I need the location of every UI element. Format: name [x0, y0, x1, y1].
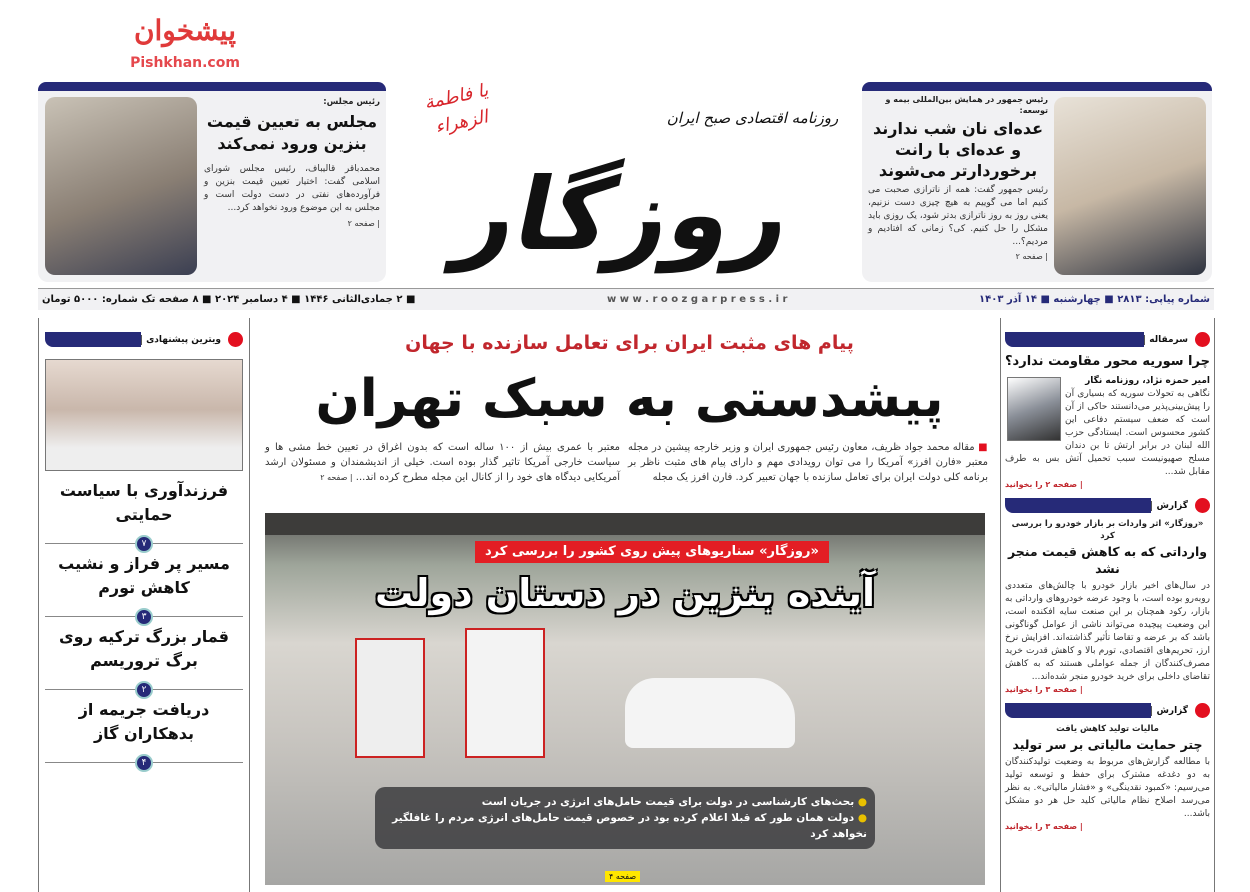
page-ref[interactable]: صفحه ۴ — [605, 871, 640, 882]
bullet-text: دولت همان طور که قبلا اعلام کرده بود در خصوص قیمت حامل‌های انرژی مردم را غافلگیر نخواهد کرد — [392, 812, 867, 840]
fuel-station-photo[interactable] — [265, 513, 985, 885]
headline: عده‌ای نان شب ندارند و عده‌ای با رانت برخوردارتر می‌شوند — [872, 119, 1043, 180]
qalibaf-photo — [45, 97, 197, 275]
photo-bullets — [375, 787, 875, 849]
pump — [465, 628, 545, 758]
section-label: ویترین پیشنهادی — [141, 335, 225, 345]
section-dot-icon — [1195, 332, 1210, 347]
showcase-item[interactable] — [45, 698, 243, 768]
tagline: روزنامه اقتصادی صبح ایران — [666, 109, 839, 127]
main-body-right — [628, 440, 988, 485]
top-left-story[interactable] — [38, 82, 386, 282]
website-url[interactable]: w w w . r o o z g a r p r e s s . i r — [607, 294, 788, 305]
page-badge: ۷ — [135, 535, 153, 553]
author-photo — [1007, 377, 1061, 441]
body: رئیس جمهور گفت: همه از ناترازی صحبت می کنیم اما می گوییم به هیچ چیزی دست نزنیم، یعنی روز به روز ناترازی بدتر شود، یک روزی باید مشکل را حل کنیم. کی؟ زمانی که افتادیم و مردیم؟... — [868, 185, 1048, 247]
pishkhan-watermark — [130, 8, 240, 72]
headline: وارداتی که به کاهش قیمت منجر نشد — [1008, 544, 1207, 576]
station-canopy — [265, 513, 985, 535]
kicker: «روزگار» اثر واردات بر بازار خودرو را بررسی کرد — [1011, 519, 1204, 541]
item-title: فرزندآوری با سیاست حمایتی — [59, 481, 229, 524]
editorial[interactable] — [1005, 332, 1210, 490]
section-dot-icon — [1195, 703, 1210, 718]
page-ref[interactable]: | صفحه ۲ — [320, 473, 353, 482]
body-text: معتبر با عمری بیش از ۱۰۰ ساله است که بدون اغراق در تعیین خط مشی ها و سیاست خارجی آمریکا تاثیر گذار بوده است. خیلی از اندیشمندان و مسئولان ارشد آمریکایی دیدگاه های خود را از کانال این مجله مطرح کرده اند... — [265, 442, 620, 483]
main-headline[interactable]: پیشدستی به سبک تهران — [315, 369, 944, 429]
page-badge: ۴ — [135, 754, 153, 772]
calligraphy: یا فاطمة الزهراء — [422, 79, 491, 139]
section-header — [1005, 498, 1210, 513]
dateline-bar — [38, 288, 1214, 310]
body-text: مقاله محمد جواد ظریف، معاون رئیس جمهوری ایران و وزیر خارجه پیشین در مجله معتبر «فارن افرز» آمریکا را می توان رویدادی مهم و دارای پیام های مثبت ناظر بر برنامه کلی دولت ایران برای تعامل سازنده با جهان تعبیر کرد. فارن افرز یک مجله — [628, 442, 988, 483]
page-badge: ۲ — [135, 681, 153, 699]
item-title: قمار بزرگ ترکیه روی برگ تروریسم — [58, 627, 229, 670]
pezeshkian-photo — [1054, 97, 1206, 275]
page-ref[interactable]: | صفحه ۲ — [347, 219, 380, 228]
navy-bar — [1005, 498, 1151, 513]
navy-bar — [862, 82, 1212, 91]
navy-bar — [45, 332, 141, 347]
showcase-item[interactable] — [45, 479, 243, 549]
section-label: گزارش — [1151, 501, 1192, 511]
headline: مجلس به تعیین قیمت بنزین ورود نمی‌کند — [206, 112, 378, 153]
kicker: مالیات تولید کاهش یافت — [1056, 724, 1159, 734]
report-tax[interactable] — [1005, 703, 1210, 832]
body: نگاهی به تحولات سوریه که بسیاری آن را پیش‌بینی‌پذیر می‌دانستند حاکی از آن است که ضعف سیستم دفاعی این کشور محسوس است. ایستادگی حزب الله لبنان در برابر ارتش تا بن دندان مسلح صهیونیست سبب تحمیل آتش بس به طرف مقابل شد... — [1005, 389, 1210, 477]
pump — [355, 638, 425, 758]
right-column — [1000, 318, 1215, 892]
bullet-icon: ● — [854, 796, 867, 808]
author: امیر حمزه نژاد، روزنامه نگار — [1085, 376, 1210, 386]
showcase-item[interactable] — [45, 625, 243, 695]
kicker: رئیس مجلس: — [323, 97, 380, 107]
item-title: مسیر پر فراز و نشیب کاهش تورم — [58, 554, 230, 597]
showcase-item[interactable] — [45, 552, 243, 622]
left-column — [38, 318, 250, 892]
family-photo — [45, 359, 243, 471]
section-header — [45, 332, 243, 347]
photo-kicker: «روزگار» سناریوهای پیش روی کشور را بررسی کرد — [475, 541, 829, 563]
bullet-2 — [383, 810, 867, 842]
report-cars[interactable] — [1005, 498, 1210, 695]
main-body-left — [265, 440, 620, 485]
photo-headline[interactable]: آینده بنزین در دستان دولت — [374, 571, 876, 615]
body: با مطالعه گزارش‌های مربوط به وضعیت تولیدکنندگان به دو دغدغه مشترک برای حفظ و توسعه تولید می‌رسیم: «کمبود نقدینگی» و «فشار مالیاتی». به نظر می‌رسد اصلاح نظام مالیاتی کلید حل هر دو مشکل باشد... — [1005, 757, 1210, 819]
newspaper-logo[interactable]: روزگار — [447, 156, 803, 273]
body: در سال‌های اخیر بازار خودرو با چالش‌های متعددی روبه‌رو بوده است، با وجود عرضه خودروهای وارداتی به بازار، رکود همچنان بر این صنعت سایه افکنده است، این وضعیت پیچیده می‌تواند ناشی از عوامل گوناگونی باشد که بر عرضه و تقاضا تأثیر گذاشته‌اند. افزایش نرخ ارز، تحریم‌های اقتصادی، تورم بالا و کاهش قدرت خرید مصرف‌کنندگان از جمله عواملی هستند که به کاهش تقاضای داخلی برای خرید خودرو منجر شده‌اند... — [1005, 581, 1210, 682]
bullet-text: بحث‌های کارشناسی در دولت برای قیمت حامل‌های انرژی در جریان است — [481, 796, 855, 808]
bullet-icon: ■ — [974, 442, 988, 453]
kicker: رئیس جمهور در همایش بین‌المللی بیمه و توسعه: — [885, 95, 1048, 115]
page-ref[interactable]: | صفحه ۲ — [1015, 252, 1048, 261]
main-subtitle: پیام های مثبت ایران برای تعامل سازنده با جهان — [405, 332, 854, 354]
headline: چرا سوریه محور مقاومت ندارد؟ — [1005, 354, 1210, 369]
watermark-persian: پیشخوان — [133, 14, 237, 47]
item-title: دریافت جریمه از بدهکاران گاز — [78, 700, 210, 743]
body: محمدباقر قالیباف، رئیس مجلس شورای اسلامی گفت: اختیار تعیین قیمت بنزین و فرآورده‌های نفتی در دست دولت است و مجلس به این موضوع ورود نخواهد کرد... — [204, 164, 380, 213]
watermark-site: Pishkhan.com — [130, 55, 240, 71]
section-label: سرمقاله — [1144, 335, 1192, 345]
section-label: گزارش — [1151, 706, 1192, 716]
top-right-story[interactable] — [862, 82, 1212, 282]
section-dot-icon — [228, 332, 243, 347]
navy-bar — [38, 82, 386, 91]
read-more[interactable]: | صفحه ۲ را بخوانید — [1005, 480, 1083, 489]
date-price: ■ ۲ جمادی‌الثانی ۱۴۴۶ ■ ۴ دسامبر ۲۰۲۴ ■ ۸ صفحه تک شماره: ۵۰۰۰ تومان — [42, 294, 416, 305]
issue-info: شماره پیاپی: ۲۸۱۳ ■ چهارشنبه ■ ۱۴ آذر ۱۴۰۳ — [979, 294, 1210, 305]
bullet-1 — [383, 794, 867, 810]
read-more[interactable]: | صفحه ۳ را بخوانید — [1005, 685, 1083, 694]
bullet-icon: ● — [854, 812, 867, 824]
navy-bar — [1005, 703, 1151, 718]
section-dot-icon — [1195, 498, 1210, 513]
car — [625, 678, 795, 748]
section-header — [1005, 332, 1210, 347]
section-header — [1005, 703, 1210, 718]
headline: چتر حمایت مالیاتی بر سر تولید — [1012, 737, 1203, 752]
navy-bar — [1005, 332, 1144, 347]
page-badge: ۳ — [135, 608, 153, 626]
read-more[interactable]: | صفحه ۳ را بخوانید — [1005, 822, 1083, 831]
